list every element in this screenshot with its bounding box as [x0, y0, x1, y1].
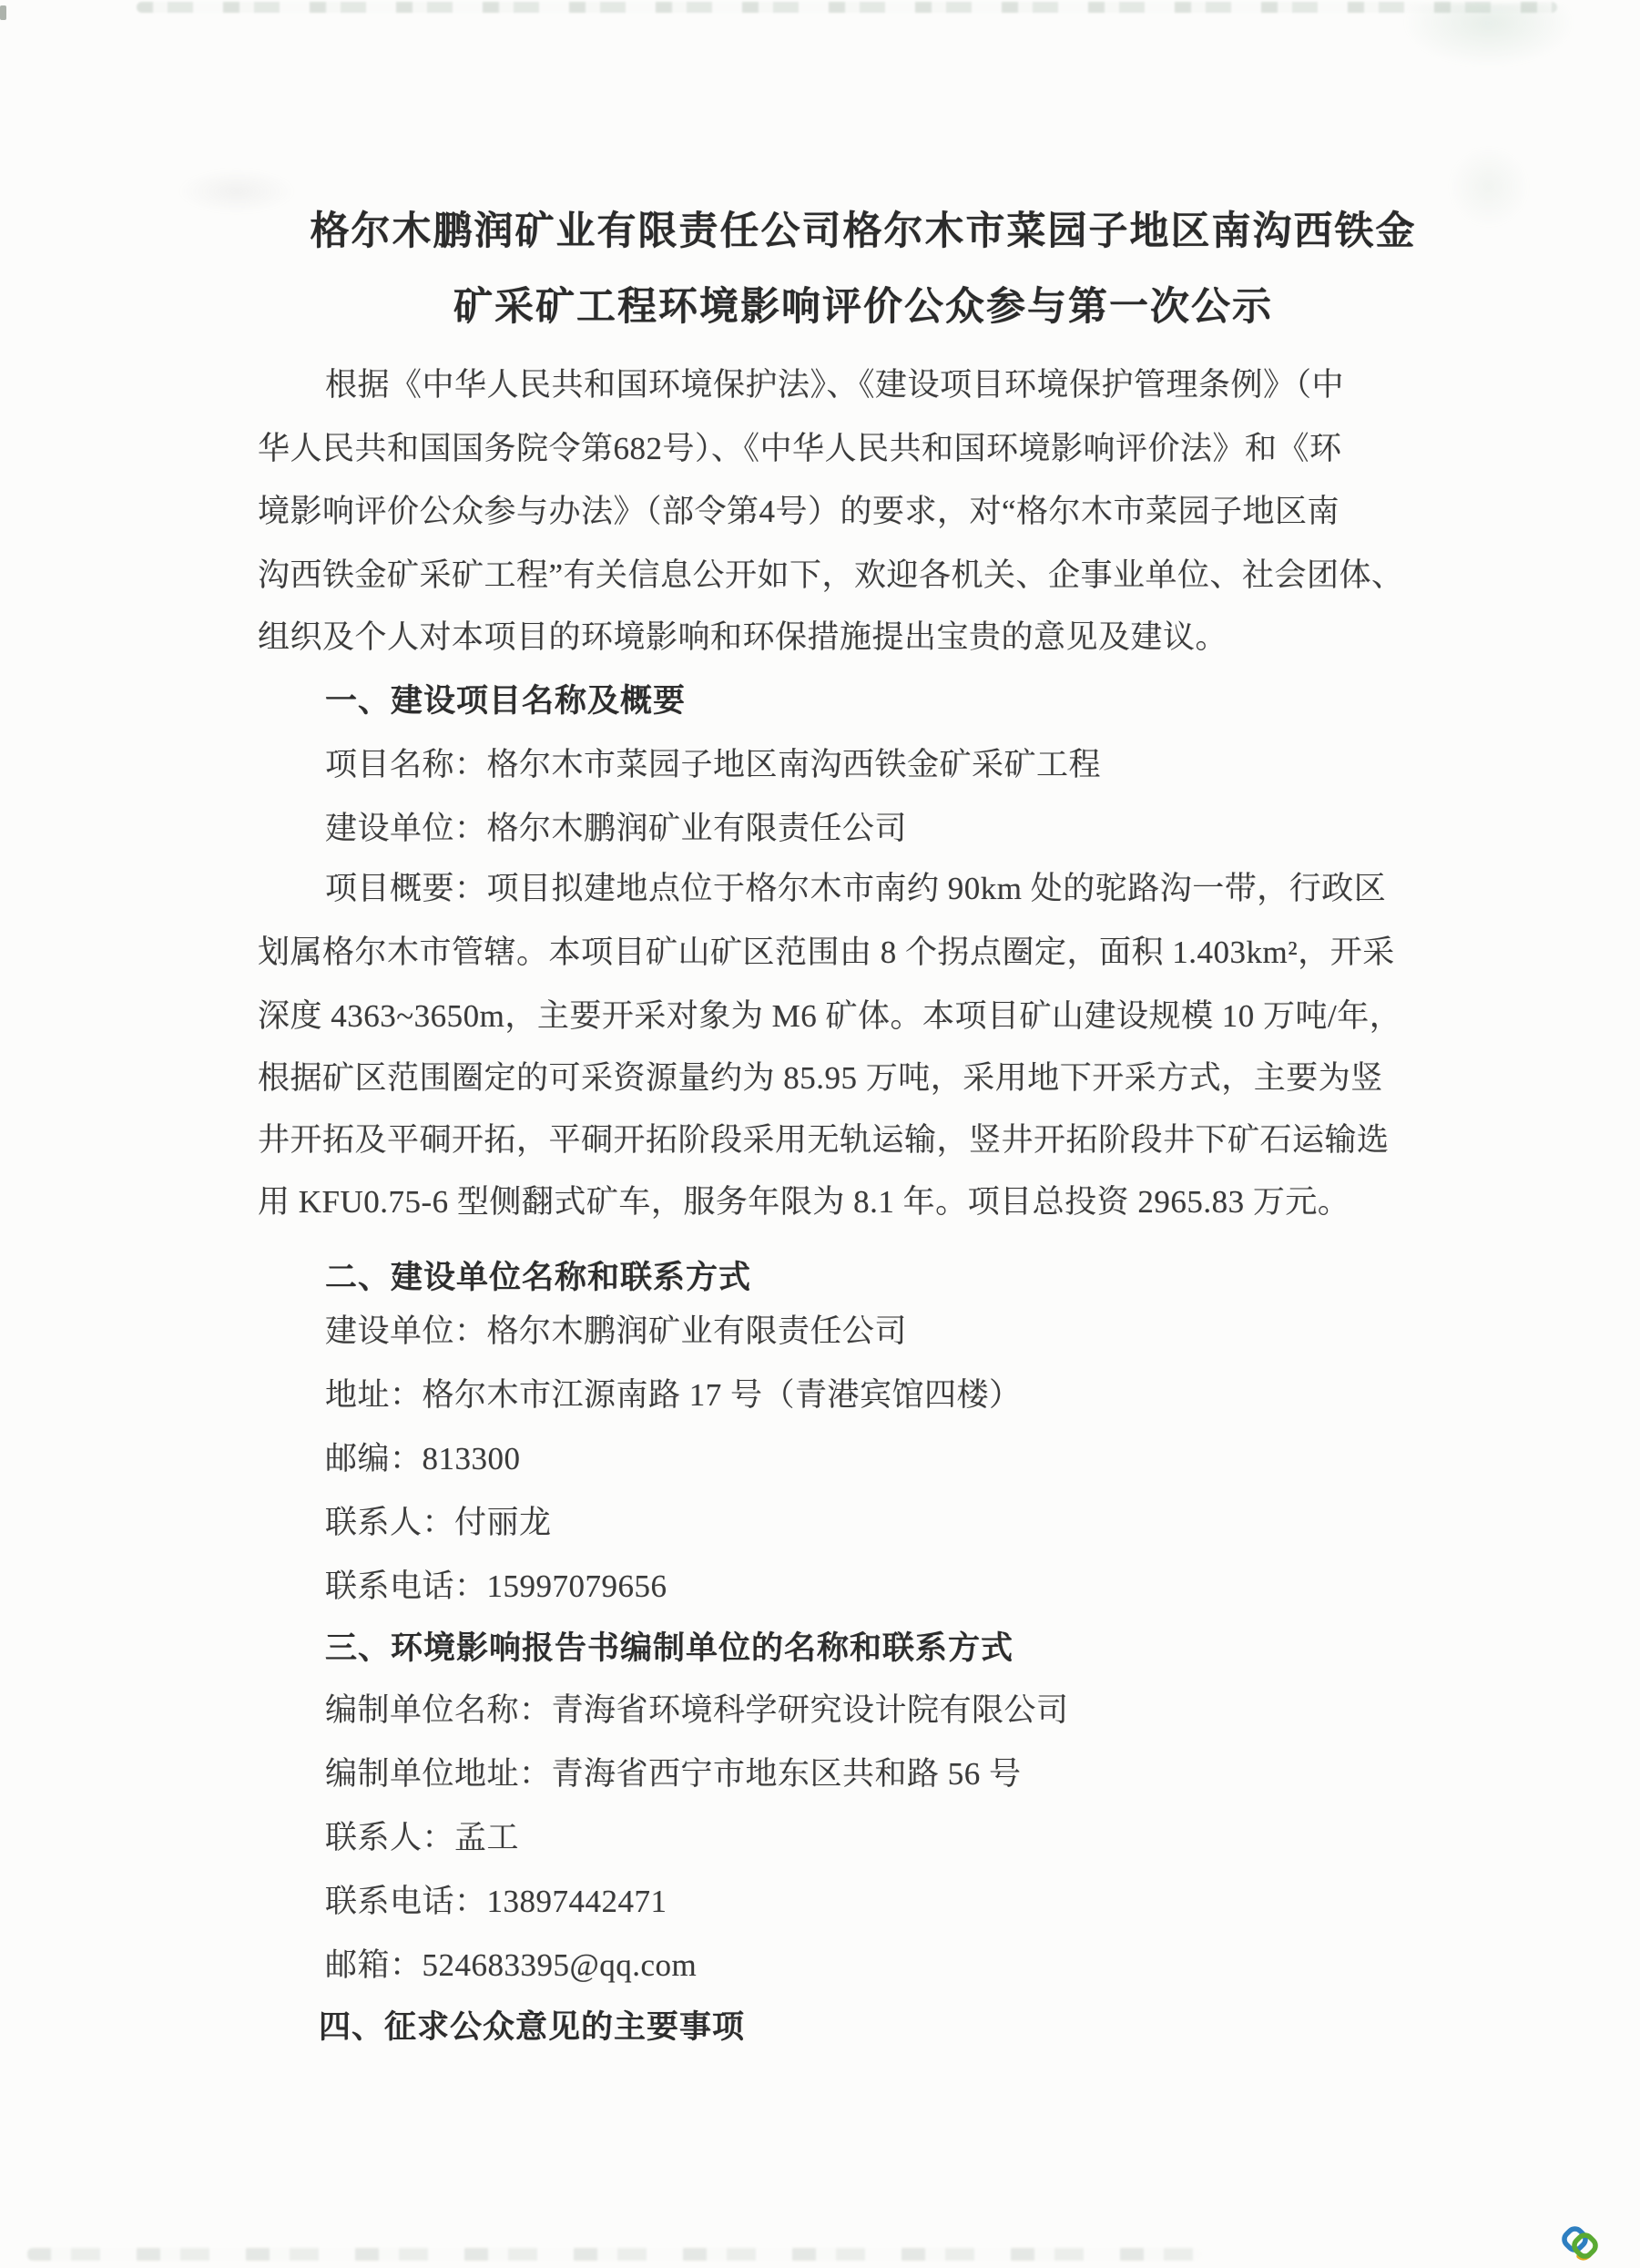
text-line: 建设单位：格尔木鹏润矿业有限责任公司	[325, 811, 908, 846]
text-line: 编制单位地址：青海省西宁市地东区共和路 56 号	[325, 1756, 1022, 1792]
text-line: 编制单位名称：青海省环境科学研究设计院有限公司	[325, 1692, 1069, 1728]
interlocked-links-logo-svg	[1559, 2223, 1601, 2265]
section-heading-4: 四、征求公众意见的主要事项	[319, 2009, 746, 2045]
text-line: 组织及个人对本项目的环境影响和环保措施提出宝贵的意见及建议。	[258, 619, 1228, 655]
document-title-line-2: 矿采矿工程环境影响评价公众参与第一次公示	[453, 285, 1273, 329]
text-line: 境影响评价公众参与办法》（部令第4号）的要求，对“格尔木市菜园子地区南	[258, 494, 1340, 529]
text-line: 用 KFU0.75-6 型侧翻式矿车，服务年限为 8.1 年。项目总投资 2965.83 万元。	[258, 1184, 1350, 1220]
text-line: 沟西铁金矿采矿工程”有关信息公开如下，欢迎各机关、企事业单位、社会团体、	[258, 557, 1404, 593]
section-heading-3: 三、环境影响报告书编制单位的名称和联系方式	[325, 1630, 1014, 1666]
scan-noise-bottom	[27, 2248, 1202, 2261]
text-line: 项目概要：项目拟建地点位于格尔木市南约 90km 处的驼路沟一带，行政区	[325, 871, 1387, 906]
document-title-line-1: 格尔木鹏润矿业有限责任公司格尔木市菜园子地区南沟西铁金	[310, 209, 1417, 253]
text-line: 联系人：付丽龙	[325, 1505, 552, 1540]
text-line: 深度 4363~3650m，主要开采对象为 M6 矿体。本项目矿山建设规模 10 万吨/年，	[258, 998, 1402, 1034]
text-line: 邮箱：524683395@qq.com	[325, 1947, 698, 1983]
text-line: 华人民共和国国务院令第682号）、《中华人民共和国环境影响评价法》和《环	[258, 431, 1342, 466]
text-line: 建设单位：格尔木鹏润矿业有限责任公司	[325, 1313, 908, 1349]
text-line: 井开拓及平硐开拓，平硐开拓阶段采用无轨运输，竖井开拓阶段井下矿石运输选	[258, 1122, 1390, 1158]
interlocked-links-logo	[1559, 2223, 1601, 2265]
text-line: 联系电话：15997079656	[325, 1568, 667, 1604]
scan-noise-top	[137, 2, 1557, 13]
text-line: 根据《中华人民共和国环境保护法》、《建设项目环境保护管理条例》（中	[325, 367, 1345, 403]
text-line: 联系人：孟工	[325, 1820, 520, 1855]
scan-artifact-dot	[0, 5, 6, 20]
section-heading-1: 一、建设项目名称及概要	[325, 683, 687, 719]
text-line: 邮编：813300	[325, 1441, 521, 1476]
text-line: 地址：格尔木市江源南路 17 号（青港宾馆四楼）	[325, 1377, 1022, 1413]
scan-noise-top-right	[1402, 4, 1575, 67]
text-line: 项目名称：格尔木市菜园子地区南沟西铁金矿采矿工程	[325, 747, 1102, 782]
section-heading-2: 二、建设单位名称和联系方式	[325, 1260, 752, 1295]
text-line: 联系电话：13897442471	[325, 1884, 667, 1919]
text-line: 根据矿区范围圈定的可采资源量约为 85.95 万吨，采用地下开采方式，主要为竖	[258, 1060, 1383, 1096]
text-line: 划属格尔木市管辖。本项目矿山矿区范围由 8 个拐点圈定，面积 1.403km²，开采	[258, 935, 1395, 970]
